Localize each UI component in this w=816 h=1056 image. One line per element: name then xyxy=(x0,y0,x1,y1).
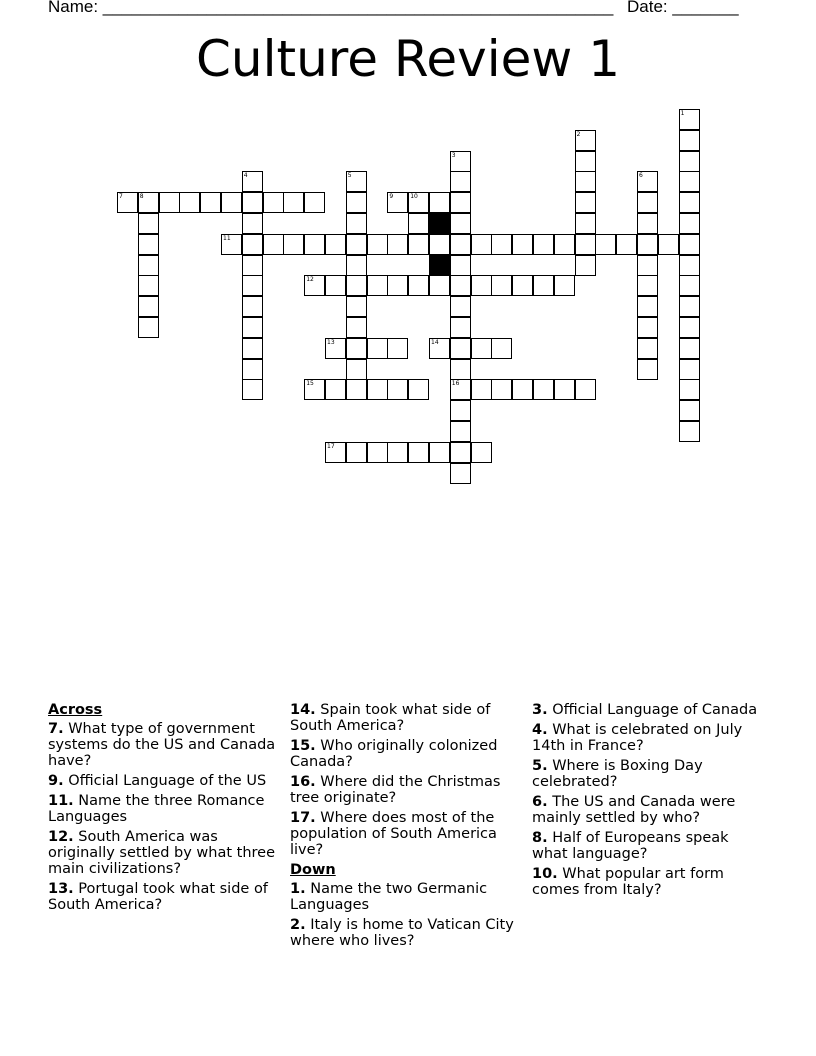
clue-number: 11. xyxy=(48,793,74,809)
crossword-cell[interactable] xyxy=(679,359,700,380)
crossword-cell[interactable] xyxy=(138,255,159,276)
crossword-cell[interactable] xyxy=(450,442,471,463)
clue-column-2 xyxy=(290,702,522,953)
clue-number: 10. xyxy=(532,866,558,882)
crossword-cell[interactable] xyxy=(471,275,492,296)
cell-number: 12 xyxy=(306,276,314,284)
clue-text: The US and Canada were mainly settled by who? xyxy=(532,794,736,826)
crossword-cell[interactable] xyxy=(450,379,471,400)
cell-number: 11 xyxy=(223,234,231,242)
crossword-cell[interactable] xyxy=(367,275,388,296)
crossword-cell[interactable] xyxy=(575,130,596,151)
page-title: Culture Review 1 xyxy=(196,30,620,88)
crossword-cell[interactable] xyxy=(575,379,596,400)
cell-number: 5 xyxy=(347,172,352,180)
crossword-cell[interactable] xyxy=(138,192,159,213)
clue-across-17 xyxy=(290,810,522,858)
crossword-cell[interactable] xyxy=(491,379,512,400)
crossword-block xyxy=(429,255,450,276)
across-heading: Across xyxy=(48,702,103,718)
crossword-cell[interactable] xyxy=(554,379,575,400)
crossword-cell[interactable] xyxy=(679,421,700,442)
clue-text: Who originally colonized Canada? xyxy=(290,738,498,770)
crossword-cell[interactable] xyxy=(283,192,304,213)
crossword-cell[interactable] xyxy=(679,234,700,255)
clue-text: South America was originally settled by what three main civilizations? xyxy=(48,829,276,877)
clue-text: Portugal took what side of South America? xyxy=(48,881,268,913)
clue-across-16 xyxy=(290,774,522,806)
crossword-cell[interactable] xyxy=(304,234,325,255)
crossword-cell[interactable] xyxy=(679,109,700,130)
crossword-cell[interactable] xyxy=(450,296,471,317)
crossword-cell[interactable] xyxy=(637,317,658,338)
clue-down-1 xyxy=(290,881,522,913)
crossword-cell[interactable] xyxy=(471,338,492,359)
crossword-cell[interactable] xyxy=(575,255,596,276)
crossword-cell[interactable] xyxy=(450,359,471,380)
crossword-cell[interactable] xyxy=(325,234,346,255)
crossword-cell[interactable] xyxy=(554,234,575,255)
clue-across-9 xyxy=(48,773,280,789)
crossword-cell[interactable] xyxy=(346,275,367,296)
crossword-cell[interactable] xyxy=(242,192,263,213)
clue-across-13 xyxy=(48,881,280,913)
crossword-cell[interactable] xyxy=(346,234,367,255)
crossword-cell[interactable] xyxy=(242,296,263,317)
clue-number: 16. xyxy=(290,774,316,790)
down-heading: Down xyxy=(290,862,336,878)
crossword-cell[interactable] xyxy=(304,275,325,296)
crossword-cell[interactable] xyxy=(200,192,221,213)
crossword-cell[interactable] xyxy=(575,192,596,213)
cell-number: 8 xyxy=(139,193,144,201)
crossword-cell[interactable] xyxy=(595,234,616,255)
crossword-cell[interactable] xyxy=(346,171,367,192)
cell-number: 17 xyxy=(327,442,335,450)
crossword-cell[interactable] xyxy=(346,379,367,400)
crossword-cell[interactable] xyxy=(575,213,596,234)
crossword-cell[interactable] xyxy=(450,192,471,213)
clue-number: 1. xyxy=(290,881,306,897)
name-field: Name: ______________________________________________________ xyxy=(48,0,614,16)
crossword-cell[interactable] xyxy=(637,255,658,276)
crossword-cell[interactable] xyxy=(367,442,388,463)
crossword-cell[interactable] xyxy=(346,338,367,359)
crossword-cell[interactable] xyxy=(450,275,471,296)
crossword-cell[interactable] xyxy=(221,234,242,255)
crossword-cell[interactable] xyxy=(637,359,658,380)
crossword-cell[interactable] xyxy=(637,213,658,234)
crossword-cell[interactable] xyxy=(242,317,263,338)
crossword-cell[interactable] xyxy=(637,296,658,317)
crossword-cell[interactable] xyxy=(242,255,263,276)
crossword-cell[interactable] xyxy=(138,213,159,234)
clue-number: 14. xyxy=(290,702,316,718)
cell-number: 15 xyxy=(306,380,314,388)
crossword-cell[interactable] xyxy=(658,234,679,255)
clue-number: 17. xyxy=(290,810,316,826)
crossword-cell[interactable] xyxy=(408,234,429,255)
crossword-cell[interactable] xyxy=(679,171,700,192)
crossword-cell[interactable] xyxy=(387,192,408,213)
clue-text: Name the two Germanic Languages xyxy=(290,881,488,913)
clue-down-10 xyxy=(532,866,764,898)
crossword-cell[interactable] xyxy=(679,192,700,213)
crossword-block xyxy=(429,213,450,234)
clue-number: 8. xyxy=(532,830,548,846)
crossword-cell[interactable] xyxy=(346,213,367,234)
crossword-cell[interactable] xyxy=(450,317,471,338)
crossword-cell[interactable] xyxy=(117,192,138,213)
crossword-cell[interactable] xyxy=(679,130,700,151)
clue-number: 12. xyxy=(48,829,74,845)
crossword-cell[interactable] xyxy=(679,255,700,276)
cell-number: 3 xyxy=(451,151,456,159)
crossword-cell[interactable] xyxy=(491,275,512,296)
cell-number: 4 xyxy=(243,172,248,180)
crossword-cell[interactable] xyxy=(159,192,180,213)
crossword-cell[interactable] xyxy=(533,234,554,255)
clue-number: 2. xyxy=(290,917,306,933)
clue-down-2 xyxy=(290,917,522,949)
crossword-cell[interactable] xyxy=(408,275,429,296)
crossword-cell[interactable] xyxy=(242,338,263,359)
crossword-cell[interactable] xyxy=(263,234,284,255)
clue-text: Half of Europeans speak what language? xyxy=(532,830,729,862)
crossword-cell[interactable] xyxy=(138,275,159,296)
crossword-cell[interactable] xyxy=(325,275,346,296)
clue-text: Italy is home to Vatican City where who lives? xyxy=(290,917,514,949)
clue-number: 5. xyxy=(532,758,548,774)
crossword-cell[interactable] xyxy=(637,234,658,255)
clue-column-3 xyxy=(532,702,764,902)
crossword-cell[interactable] xyxy=(138,234,159,255)
crossword-cell[interactable] xyxy=(491,234,512,255)
crossword-cell[interactable] xyxy=(367,338,388,359)
crossword-cell[interactable] xyxy=(429,442,450,463)
crossword-cell[interactable] xyxy=(429,234,450,255)
crossword-cell[interactable] xyxy=(429,338,450,359)
crossword-cell[interactable] xyxy=(346,296,367,317)
crossword-cell[interactable] xyxy=(450,151,471,172)
crossword-cell[interactable] xyxy=(242,359,263,380)
clue-number: 4. xyxy=(532,722,548,738)
crossword-grid xyxy=(0,0,816,500)
crossword-cell[interactable] xyxy=(512,275,533,296)
clue-number: 13. xyxy=(48,881,74,897)
crossword-cell[interactable] xyxy=(346,255,367,276)
crossword-cell[interactable] xyxy=(512,379,533,400)
crossword-cell[interactable] xyxy=(637,192,658,213)
crossword-cell[interactable] xyxy=(616,234,637,255)
clue-number: 7. xyxy=(48,721,64,737)
clue-down-5 xyxy=(532,758,764,790)
crossword-cell[interactable] xyxy=(471,234,492,255)
crossword-cell[interactable] xyxy=(575,151,596,172)
clue-number: 3. xyxy=(532,702,548,718)
crossword-cell[interactable] xyxy=(242,171,263,192)
cell-number: 13 xyxy=(327,338,335,346)
crossword-cell[interactable] xyxy=(450,400,471,421)
crossword-cell[interactable] xyxy=(408,213,429,234)
crossword-cell[interactable] xyxy=(367,234,388,255)
crossword-cell[interactable] xyxy=(138,296,159,317)
cell-number: 6 xyxy=(639,172,643,180)
crossword-cell[interactable] xyxy=(325,338,346,359)
clue-number: 9. xyxy=(48,773,64,789)
crossword-cell[interactable] xyxy=(387,379,408,400)
crossword-cell[interactable] xyxy=(242,234,263,255)
crossword-cell[interactable] xyxy=(242,275,263,296)
crossword-cell[interactable] xyxy=(325,442,346,463)
crossword-cell[interactable] xyxy=(679,400,700,421)
crossword-cell[interactable] xyxy=(512,234,533,255)
crossword-cell[interactable] xyxy=(179,192,200,213)
crossword-cell[interactable] xyxy=(679,338,700,359)
cell-number: 9 xyxy=(389,193,394,201)
crossword-cell[interactable] xyxy=(346,442,367,463)
crossword-cell[interactable] xyxy=(450,421,471,442)
crossword-cell[interactable] xyxy=(429,275,450,296)
crossword-cell[interactable] xyxy=(242,379,263,400)
clue-text: Name the three Romance Languages xyxy=(48,793,265,825)
crossword-cell[interactable] xyxy=(679,213,700,234)
clue-text: What type of government systems do the US and Canada have? xyxy=(48,721,276,769)
clue-text: Where is Boxing Day celebrated? xyxy=(532,758,703,790)
clue-across-11 xyxy=(48,793,280,825)
crossword-cell[interactable] xyxy=(408,442,429,463)
crossword-cell[interactable] xyxy=(242,213,263,234)
crossword-cell[interactable] xyxy=(346,192,367,213)
clue-down-6 xyxy=(532,794,764,826)
clue-down-4 xyxy=(532,722,764,754)
clue-text: Official Language of Canada xyxy=(552,702,758,718)
crossword-cell[interactable] xyxy=(304,379,325,400)
crossword-cell[interactable] xyxy=(387,234,408,255)
clue-text: What is celebrated on July 14th in France? xyxy=(532,722,743,754)
clue-number: 15. xyxy=(290,738,316,754)
crossword-cell[interactable] xyxy=(387,442,408,463)
crossword-cell[interactable] xyxy=(637,171,658,192)
cell-number: 7 xyxy=(119,193,123,201)
crossword-cell[interactable] xyxy=(533,379,554,400)
crossword-cell[interactable] xyxy=(679,275,700,296)
crossword-cell[interactable] xyxy=(408,379,429,400)
crossword-cell[interactable] xyxy=(575,234,596,255)
clue-column-1 xyxy=(48,702,280,917)
clue-across-15 xyxy=(290,738,522,770)
clue-text: What popular art form comes from Italy? xyxy=(532,866,724,898)
crossword-cell[interactable] xyxy=(138,317,159,338)
crossword-cell[interactable] xyxy=(263,192,284,213)
crossword-cell[interactable] xyxy=(450,338,471,359)
crossword-cell[interactable] xyxy=(471,442,492,463)
crossword-cell[interactable] xyxy=(679,296,700,317)
date-field: Date: _______ xyxy=(627,0,739,16)
crossword-cell[interactable] xyxy=(387,275,408,296)
clue-text: Where does most of the population of South America live? xyxy=(290,810,497,858)
crossword-cell[interactable] xyxy=(450,463,471,484)
crossword-cell[interactable] xyxy=(367,379,388,400)
cell-number: 14 xyxy=(431,338,439,346)
clue-text: Spain took what side of South America? xyxy=(290,702,491,734)
crossword-cell[interactable] xyxy=(450,171,471,192)
crossword-cell[interactable] xyxy=(450,213,471,234)
crossword-cell[interactable] xyxy=(637,338,658,359)
crossword-cell[interactable] xyxy=(450,255,471,276)
crossword-cell[interactable] xyxy=(346,317,367,338)
clue-down-3 xyxy=(532,702,764,718)
crossword-cell[interactable] xyxy=(679,379,700,400)
crossword-cell[interactable] xyxy=(637,275,658,296)
cell-number: 1 xyxy=(680,110,685,117)
clue-across-12 xyxy=(48,829,280,877)
crossword-cell[interactable] xyxy=(533,275,554,296)
clue-text: Official Language of the US xyxy=(68,773,267,789)
crossword-cell[interactable] xyxy=(221,192,242,213)
crossword-cell[interactable] xyxy=(304,192,325,213)
crossword-cell[interactable] xyxy=(679,317,700,338)
cell-number: 10 xyxy=(410,193,418,201)
crossword-cell[interactable] xyxy=(325,379,346,400)
crossword-cell[interactable] xyxy=(387,338,408,359)
clue-down-8 xyxy=(532,830,764,862)
cell-number: 2 xyxy=(576,130,581,138)
clue-across-14 xyxy=(290,702,522,734)
crossword-cell[interactable] xyxy=(429,192,450,213)
crossword-cell[interactable] xyxy=(575,171,596,192)
crossword-cell[interactable] xyxy=(283,234,304,255)
crossword-cell[interactable] xyxy=(346,359,367,380)
clue-text: Where did the Christmas tree originate? xyxy=(290,774,501,806)
clue-across-7 xyxy=(48,721,280,769)
crossword-cell[interactable] xyxy=(554,275,575,296)
crossword-cell[interactable] xyxy=(491,338,512,359)
crossword-cell[interactable] xyxy=(450,234,471,255)
clue-number: 6. xyxy=(532,794,548,810)
crossword-cell[interactable] xyxy=(679,151,700,172)
crossword-cell[interactable] xyxy=(408,192,429,213)
cell-number: 16 xyxy=(451,380,460,388)
crossword-cell[interactable] xyxy=(471,379,492,400)
